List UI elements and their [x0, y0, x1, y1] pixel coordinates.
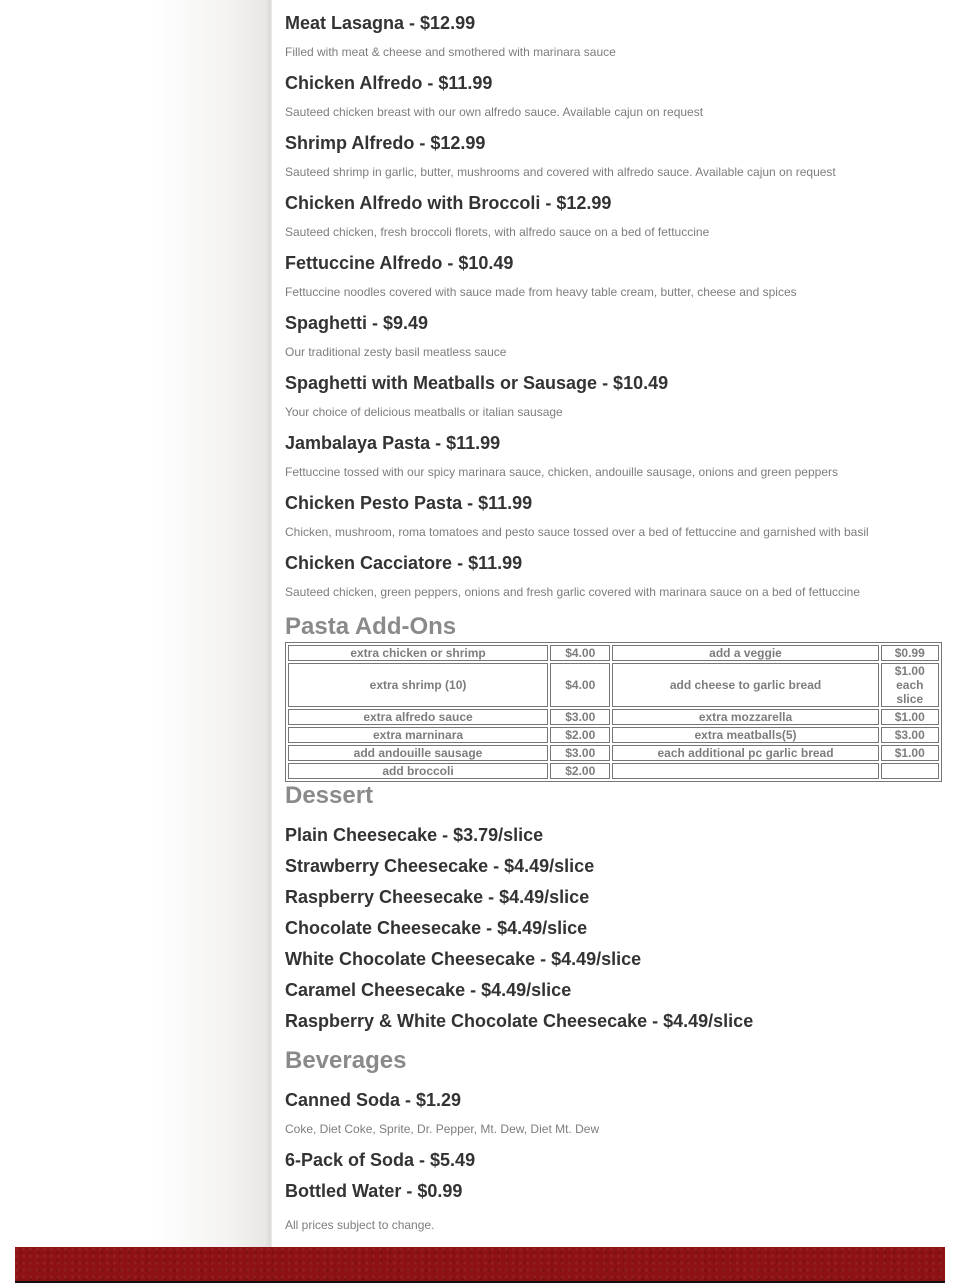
addon-name: add andouille sausage [288, 745, 548, 761]
addon-name: extra meatballs(5) [612, 727, 878, 743]
menu-item-description: Sauteed shrimp in garlic, butter, mushrooms and covered with alfredo sauce. Available cajun on request [285, 165, 836, 179]
addon-name: extra shrimp (10) [288, 663, 548, 707]
menu-item-title: Spaghetti - $9.49 [285, 313, 429, 333]
beverage-item-title: Canned Soda - $1.29 [285, 1090, 462, 1110]
dessert-item: Strawberry Cheesecake - $4.49/slice [285, 856, 595, 876]
addon-price: $1.00 each slice [881, 663, 939, 707]
addon-price: $3.00 [550, 745, 610, 761]
menu-item-description: Filled with meat & cheese and smothered with marinara sauce [285, 45, 616, 59]
addon-price: $2.00 [550, 727, 610, 743]
addon-name: extra alfredo sauce [288, 709, 548, 725]
dessert-item: Raspberry Cheesecake - $4.49/slice [285, 887, 590, 907]
table-row [288, 763, 939, 779]
addon-price: $1.00 [881, 709, 939, 725]
addon-price [881, 763, 939, 779]
menu-item-title: Chicken Cacciatore - $11.99 [285, 553, 523, 573]
menu-item-description: Sauteed chicken breast with our own alfredo sauce. Available cajun on request [285, 105, 704, 119]
menu-item-title: Spaghetti with Meatballs or Sausage - $10.49 [285, 373, 669, 393]
dessert-item: Caramel Cheesecake - $4.49/slice [285, 980, 572, 1000]
addon-price: $4.00 [550, 645, 610, 661]
footer-bar [15, 1247, 945, 1283]
dessert-item: Plain Cheesecake - $3.79/slice [285, 825, 544, 845]
table-row [288, 663, 939, 707]
addon-name [612, 763, 878, 779]
left-sidebar [0, 0, 272, 1247]
dessert-item: White Chocolate Cheesecake - $4.49/slice [285, 949, 642, 969]
addon-name: add cheese to garlic bread [612, 663, 878, 707]
section-title-pasta-add-ons: Pasta Add-Ons [285, 613, 457, 640]
menu-item-title: Jambalaya Pasta - $11.99 [285, 433, 501, 453]
section-title-beverages: Beverages [285, 1047, 407, 1074]
addon-price: $0.99 [881, 645, 939, 661]
table-row [288, 727, 939, 743]
menu-item-title: Chicken Alfredo - $11.99 [285, 73, 493, 93]
menu-item-title: Chicken Pesto Pasta - $11.99 [285, 493, 533, 513]
table-row [288, 645, 939, 661]
menu-item-description: Sauteed chicken, fresh broccoli florets, with alfredo sauce on a bed of fettuccine [285, 225, 710, 239]
menu-item-description: Fettuccine tossed with our spicy marinara sauce, chicken, andouille sausage, onions and green peppers [285, 465, 838, 479]
addon-name: add a veggie [612, 645, 878, 661]
addon-price: $4.00 [550, 663, 610, 707]
menu-item-description: Sauteed chicken, green peppers, onions and fresh garlic covered with marinara sauce on a bed of fettuccine [285, 585, 861, 599]
table-row [288, 745, 939, 761]
addon-price: $2.00 [550, 763, 610, 779]
dessert-item: Chocolate Cheesecake - $4.49/slice [285, 918, 588, 938]
addon-name: each additional pc garlic bread [612, 745, 878, 761]
table-row [288, 709, 939, 725]
addon-name: extra marninara [288, 727, 548, 743]
menu-item-description: Chicken, mushroom, roma tomatoes and pesto sauce tossed over a bed of fettuccine and garnished with basil [285, 525, 869, 539]
addon-price: $3.00 [881, 727, 939, 743]
addon-price: $1.00 [881, 745, 939, 761]
menu-item-title: Meat Lasagna - $12.99 [285, 13, 476, 33]
addon-price: $3.00 [550, 709, 610, 725]
section-title-dessert: Dessert [285, 782, 374, 809]
beverage-item-description: Coke, Diet Coke, Sprite, Dr. Pepper, Mt. Dew, Diet Mt. Dew [285, 1122, 600, 1136]
beverage-item-title: Bottled Water - $0.99 [285, 1181, 463, 1201]
menu-item-description: Fettuccine noodles covered with sauce made from heavy table cream, butter, cheese and spices [285, 285, 797, 299]
dessert-item: Raspberry & White Chocolate Cheesecake - $4.49/slice [285, 1011, 754, 1031]
addon-name: extra mozzarella [612, 709, 878, 725]
pasta-add-ons-table [285, 642, 942, 782]
menu-item-description: Our traditional zesty basil meatless sauce [285, 345, 507, 359]
menu-item-description: Your choice of delicious meatballs or italian sausage [285, 405, 563, 419]
menu-item-title: Chicken Alfredo with Broccoli - $12.99 [285, 193, 612, 213]
prices-footnote: All prices subject to change. [285, 1218, 435, 1232]
addon-name: add broccoli [288, 763, 548, 779]
beverage-item-title: 6-Pack of Soda - $5.49 [285, 1150, 476, 1170]
addon-name: extra chicken or shrimp [288, 645, 548, 661]
menu-item-title: Shrimp Alfredo - $12.99 [285, 133, 486, 153]
menu-item-title: Fettuccine Alfredo - $10.49 [285, 253, 514, 273]
